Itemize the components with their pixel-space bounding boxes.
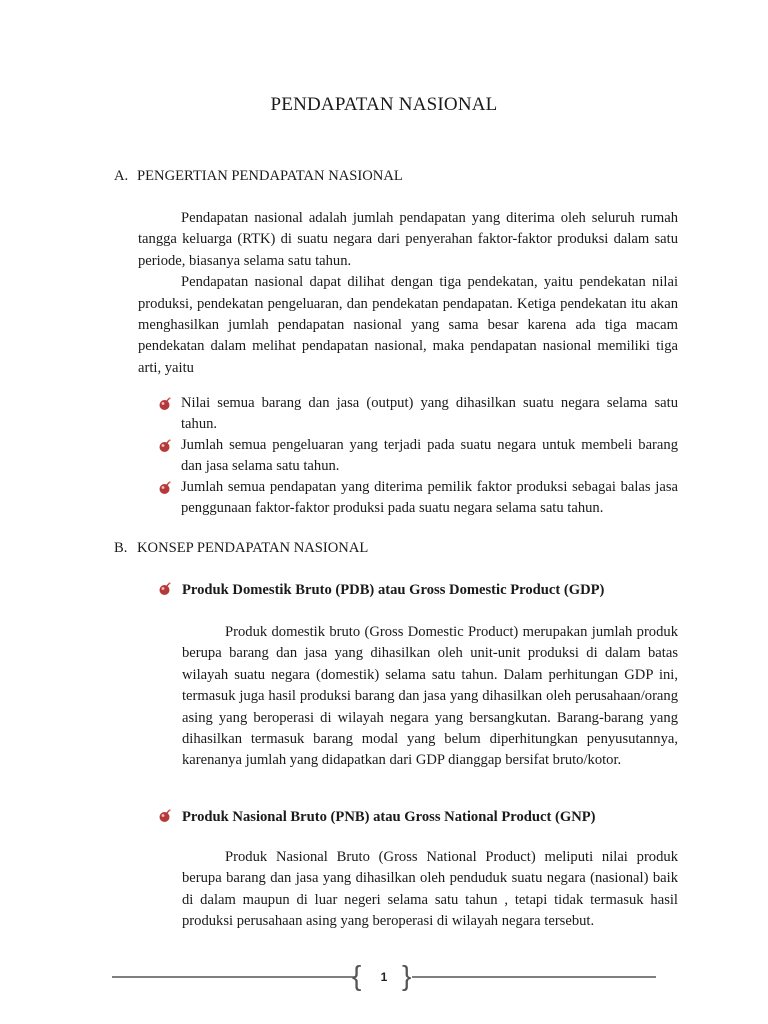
section-a-bullet-list xyxy=(158,393,678,519)
subsection-gnp-body xyxy=(182,847,678,933)
paragraph: Pendapatan nasional dapat dilihat dengan tiga pendekatan, yaitu pendekatan nilai produksi, pendekatan pengeluaran, dan pendekatan pendapatan. Ketiga pendekatan itu akan menghasilkan jumlah pendapatan nasional yang sama besar karena ada tiga macam pendekatan dalam melihat pendapatan nasional, maka pendapatan nasional memiliki tiga arti, yaitu xyxy=(138,274,678,376)
paragraph: Produk Nasional Bruto (Gross National Product) meliputi nilai produk berupa barang dan jasa yang dihasilkan oleh penduduk suatu negara (nasional) baik di dalam maupun di luar negeri selama satu tahun , tetapi tidak termasuk hasil produksi perusahaan asing yang beroperasi di wilayah negara tersebut. xyxy=(182,849,678,930)
bomb-bullet-icon xyxy=(158,397,172,411)
bullet-text: Jumlah semua pengeluaran yang terjadi pada suatu negara untuk membeli barang dan jasa selama satu tahun. xyxy=(181,437,678,474)
list-item xyxy=(158,393,678,435)
page-number: 1 xyxy=(380,970,388,984)
subsection-title: Produk Nasional Bruto (PNB) atau Gross National Product (GNP) xyxy=(182,808,596,825)
footer-rule-right xyxy=(412,976,656,978)
subsection-title: Produk Domestik Bruto (PDB) atau Gross Domestic Product (GDP) xyxy=(182,581,605,598)
section-b-heading xyxy=(114,540,368,557)
bomb-bullet-icon xyxy=(158,809,172,823)
bomb-bullet-icon xyxy=(158,481,172,495)
bomb-bullet-icon xyxy=(158,582,172,596)
page-title: PENDAPATAN NASIONAL xyxy=(270,94,498,115)
subsection-gdp-heading xyxy=(158,581,678,599)
list-item xyxy=(158,435,678,477)
bomb-bullet-icon xyxy=(158,439,172,453)
paragraph: Produk domestik bruto (Gross Domestic Product) merupakan jumlah produk berupa barang dan jasa yang dihasilkan oleh unit-unit produksi di dalam batas wilayah suatu negara (domestik) selama satu tahun. Dalam perhitungan GDP ini, termasuk juga hasil produksi barang dan jasa yang dihasilkan oleh perusahaan/orang asing yang beroperasi di wilayah negara yang bersangkutan. Barang-barang yang dihasilkan termasuk barang modal yang belum diperhitungkan penyusutannya, karenanya jumlah yang didapatkan dari GDP dianggap bersifat bruto/kotor. xyxy=(182,624,678,769)
section-a-title: PENGERTIAN PENDAPATAN NASIONAL xyxy=(137,168,403,184)
paragraph: Pendapatan nasional adalah jumlah pendapatan yang diterima oleh seluruh rumah tangga keluarga (RTK) di suatu negara dari penyerahan faktor-faktor produksi dalam satu periode, biasanya selama satu tahun. xyxy=(138,210,678,269)
bullet-text: Jumlah semua pendapatan yang diterima pemilik faktor produksi sebagai balas jasa penggunaan faktor-faktor produksi pada suatu negara selama satu tahun. xyxy=(181,479,678,516)
footer-rule-left xyxy=(112,976,356,978)
left-brace-icon: { xyxy=(352,960,362,991)
subsection-gdp-body xyxy=(182,622,678,772)
section-a-heading xyxy=(114,168,403,185)
subsection-gnp-heading xyxy=(158,808,678,826)
section-a-letter: A. xyxy=(114,168,129,184)
list-item xyxy=(158,477,678,519)
section-b-title: KONSEP PENDAPATAN NASIONAL xyxy=(137,540,369,556)
bullet-text: Nilai semua barang dan jasa (output) yang dihasilkan suatu negara selama satu tahun. xyxy=(181,395,678,432)
section-b-letter: B. xyxy=(114,540,128,556)
section-a-paragraphs xyxy=(138,208,678,379)
right-brace-icon: } xyxy=(402,960,412,991)
